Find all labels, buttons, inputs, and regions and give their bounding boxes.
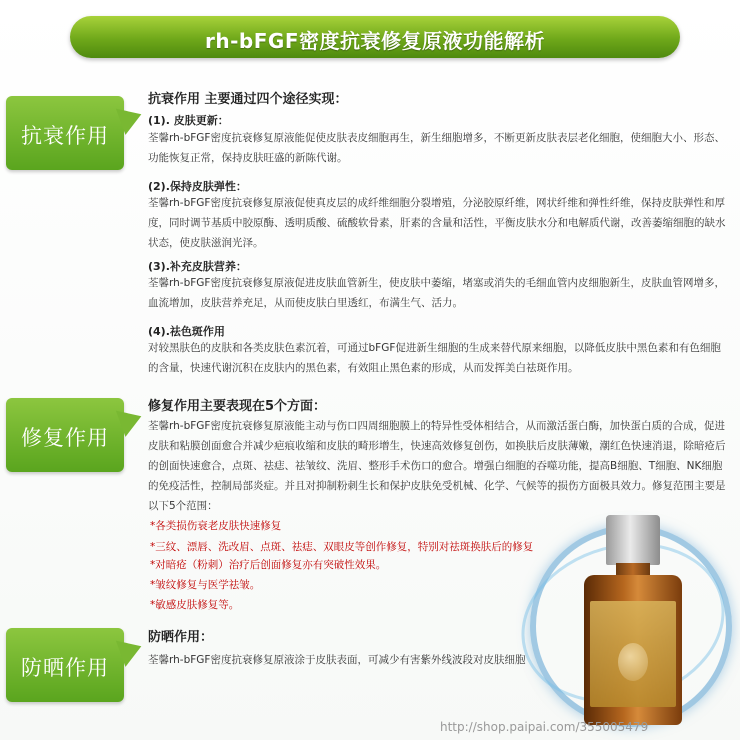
item-4-text: 对较黑肤色的皮肤和各类皮肤色素沉着，可通过bFGF促进新生细胞的生成来替代原来细胞，以降低皮肤中黑色素和有色细胞的含量，快速代谢沉积在皮肤内的黑色素，有效阻止黑色素的形成，从而发挥美白祛斑作用。: [148, 342, 721, 374]
sunscreen-heading: 防晒作用：: [148, 630, 214, 645]
bottle-label: [590, 601, 676, 707]
label-repair-text: 修复作用: [21, 426, 109, 450]
item-2-text: 荃馨rh-bFGF密度抗衰修复原液促使真皮层的成纤维细胞分裂增殖，分泌胶原纤维，网状纤维和弹性纤维，保持皮肤弹性和厚度，同时调节基质中胶原酶、透明质酸、硫酸软骨素，肝素的含量和活性，平衡皮肤水分和电解质代谢，改善萎缩细胞的缺水状态，使皮肤滋润光泽。: [148, 197, 726, 249]
repair-text: 荃馨rh-bFGF密度抗衰修复原液能主动与伤口四周细胞膜上的特异性受体相结合，从而激活蛋白酶，加快蛋白质的合成，促进皮肤和粘膜创面愈合并减少疤痕收缩和皮肤的畸形增生，快速高效修复创伤，如换肤后皮肤薄嫩，潮红色快速消退，除暗疮后的创面快速愈合，点斑、祛痣、祛皱纹、洗眉、整形手术伤口的愈合。增强白细胞的吞噬功能，提高B细胞、T细胞、NK细胞的免疫活性，控制局部炎症。并且对抑制粉刺生长和保护皮肤免受机械、化学、气候等的损伤方面极具效力。修复范围主要是以下5个范围：: [148, 420, 726, 512]
anti-aging-heading: 抗衰作用 主要通过四个途径实现：: [148, 92, 348, 107]
label-repair: [6, 398, 124, 472]
sunscreen-text: 荃馨rh-bFGF密度抗衰修复原液涂于皮肤表面，可减少有害紫外线波段对皮肤细胞: [148, 654, 526, 666]
repair-point: *各类损伤衰老皮肤快速修复: [150, 520, 282, 532]
repair-heading: 修复作用主要表现在5个方面：: [148, 399, 327, 414]
label-anti-aging-text: 抗衰作用: [21, 124, 109, 148]
repair-point: *三纹、漂唇、洗改眉、点斑、祛痣、双眼皮等创作修复，特别对祛斑换肤后的修复: [150, 541, 534, 553]
label-sunscreen: [6, 628, 124, 702]
page-title: rh-bFGF密度抗衰修复原液功能解析: [205, 29, 545, 53]
bottle-label-emblem: [618, 643, 648, 681]
item-3-heading: (3).补充皮肤营养：: [148, 260, 247, 273]
label-sunscreen-text: 防晒作用: [21, 656, 109, 680]
label-anti-aging: [6, 96, 124, 170]
repair-point: *敏感皮肤修复等。: [150, 599, 240, 611]
repair-point: *皱纹修复与医学祛皱。: [150, 579, 261, 591]
item-2-heading: (2).保持皮肤弹性：: [148, 180, 247, 193]
shop-watermark: http://shop.paipai.com/355005479: [440, 720, 649, 734]
repair-point: *对暗疮（粉刺）治疗后创面修复亦有突破性效果。: [150, 559, 387, 571]
item-1-text: 荃馨rh-bFGF密度抗衰修复原液能促使皮肤表皮细胞再生，新生细胞增多，不断更新皮肤表层老化细胞，使细胞大小、形态、功能恢复正常，保持皮肤旺盛的新陈代谢。: [148, 132, 725, 164]
bottle-cap: [606, 515, 660, 565]
title-banner: [70, 16, 680, 58]
item-3-text: 荃馨rh-bFGF密度抗衰修复原液促进皮肤血管新生，使皮肤中萎缩，堵塞或消失的毛细血管内皮细胞新生，皮肤血管网增多，血流增加，皮肤营养充足，从而使皮肤白里透红，布满生气、活力。: [148, 277, 725, 309]
product-bottle-image: [520, 505, 730, 730]
item-4-heading: (4).祛色斑作用: [148, 325, 225, 338]
item-1-heading: (1). 皮肤更新：: [148, 114, 229, 127]
